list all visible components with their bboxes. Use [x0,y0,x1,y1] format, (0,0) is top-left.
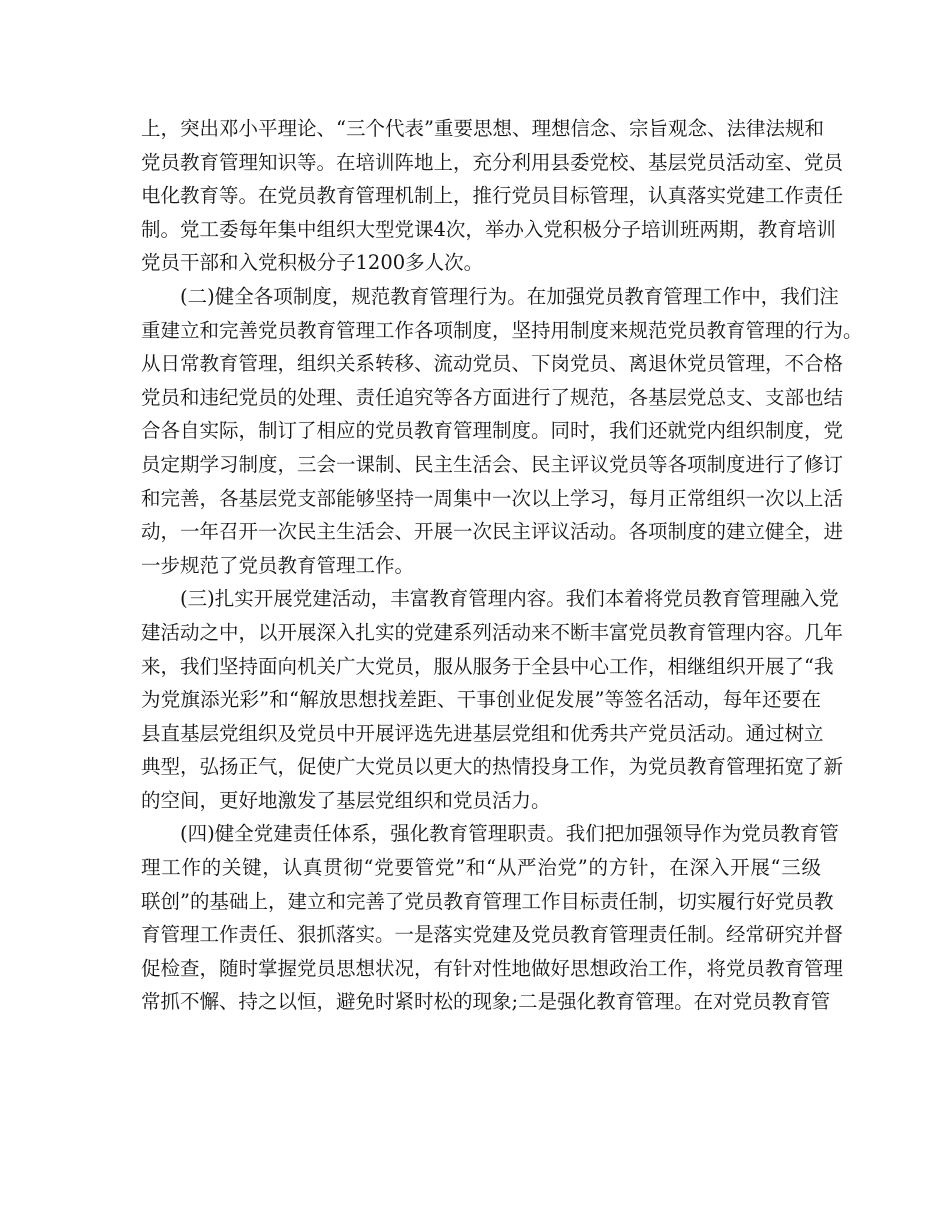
paragraph-line: 促检查，随时掌握党员思想状况，有针对性地做好思想政治工作，将党员教育管理 [141,956,844,980]
paragraph-line: 党员和违纪党员的处理、责任追究等各方面进行了规范，各基层党总支、支部也结 [141,385,844,409]
paragraph-line: 电化教育等。在党员教育管理机制上，推行党员目标管理，认真落实党建工作责任 [141,184,844,208]
paragraph [141,817,844,1019]
paragraph-line: 重建立和完善党员教育管理工作各项制度，坚持用制度来规范党员教育管理的行为。 [141,318,863,342]
paragraph [141,112,844,280]
paragraph-line: 动，一年召开一次民主生活会、开展一次民主评议活动。各项制度的建立健全，进 [141,520,844,544]
paragraph-line: 从日常教育管理，组织关系转移、流动党员、下岗党员、离退休党员管理，不合格 [141,352,844,376]
paragraph-line: 和完善，各基层党支部能够坚持一周集中一次以上学习，每月正常组织一次以上活 [141,486,844,510]
paragraph-line: 员定期学习制度，三会一课制、民主生活会、民主评议党员等各项制度进行了修订 [141,452,844,476]
paragraph-line: (三)扎实开展党建活动，丰富教育管理内容。我们本着将党员教育管理融入党 [180,587,839,611]
paragraph-line: 典型，弘扬正气，促使广大党员以更大的热情投身工作，为党员教育管理拓宽了新 [141,755,844,779]
paragraph-line: (二)健全各项制度，规范教育管理行为。在加强党员教育管理工作中，我们注 [180,284,839,308]
paragraph-line: 县直基层党组织及党员中开展评选先进基层党组和优秀共产党员活动。通过树立 [141,721,824,745]
paragraph-line: 联创”的基础上，建立和完善了党员教育管理工作目标责任制，切实履行好党员教 [141,889,834,913]
paragraph-line: 党员教育管理知识等。在培训阵地上，充分利用县委党校、基层党员活动室、党员 [141,150,844,174]
paragraph-line: 制。党工委每年集中组织大型党课4次，举办入党积极分子培训班两期，教育培训 [141,217,836,241]
paragraph-line: 为党旗添光彩”和“解放思想找差距、干事创业促发展”等签名活动，每年还要在 [141,688,821,712]
paragraph-line: 育管理工作责任、狠抓落实。一是落实党建及党员教育管理责任制。经常研究并督 [141,923,844,947]
paragraph-line: 一步规范了党员教育管理工作。 [141,553,415,577]
paragraph-line: 常抓不懈、持之以恒，避免时紧时松的现象;二是强化教育管理。在对党员教育管 [141,990,831,1014]
paragraph-line: 合各自实际，制订了相应的党员教育管理制度。同时，我们还就党内组织制度，党 [141,419,844,443]
paragraph-line: 理工作的关键，认真贯彻“党要管党”和“从严治党”的方针，在深入开展“三级 [141,856,821,880]
paragraph-line: (四)健全党建责任体系，强化教育管理职责。我们把加强领导作为党员教育管 [180,822,839,846]
paragraph-line: 上，突出邓小平理论、“三个代表”重要思想、理想信念、宗旨观念、法律法规和 [141,117,824,140]
paragraph-line: 的空间，更好地激发了基层党组织和党员活力。 [141,788,551,812]
document-body [141,112,863,1019]
paragraph-line: 来，我们坚持面向机关广大党员，服从服务于全县中心工作，相继组织开展了“我 [141,654,834,678]
paragraph-line: 建活动之中，以开展深入扎实的党建系列活动来不断丰富党员教育管理内容。几年 [141,620,844,644]
paragraph-line: 党员干部和入党积极分子1200多人次。 [141,251,484,275]
paragraph [141,280,863,582]
paragraph [141,582,844,817]
